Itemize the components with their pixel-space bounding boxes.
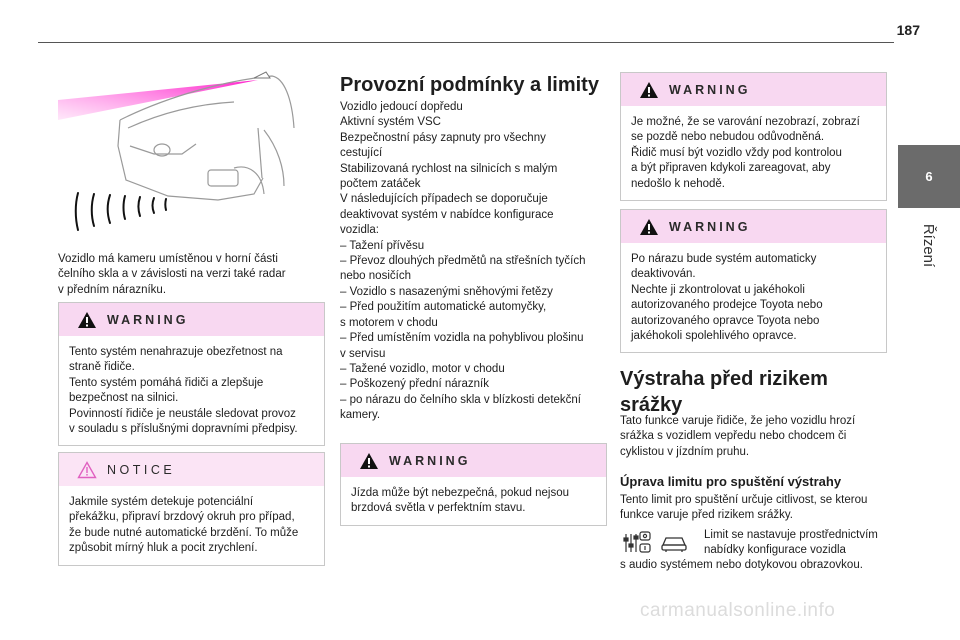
conditions-line: vozidla: — [340, 224, 379, 237]
warning-box — [620, 209, 887, 353]
notice-line: překážku, připraví brzdový okruh pro případ, — [69, 511, 295, 524]
conditions-line: – Před použitím automatické automyčky, — [340, 301, 547, 314]
camera-icon — [254, 72, 270, 78]
conditions-line: – po nárazu do čelního skla v blízkosti detekční — [340, 393, 582, 406]
header-rule — [38, 42, 894, 43]
caption-line: v předním nárazníku. — [58, 283, 167, 296]
warning-line: Nechte ji zkontrolovat u jakéhokoli — [631, 283, 805, 296]
intro-line: srážka s vozidlem vepředu nebo chodcem či — [620, 430, 847, 443]
warning-line: Řidič musí být vozidlo vždy pod kontrolou — [631, 146, 842, 159]
radar-waves — [76, 193, 166, 230]
watermark: carmanualsonline.info — [640, 600, 836, 621]
collision-heading-line: srážky — [620, 394, 683, 416]
warning-line: deaktivován. — [631, 268, 696, 281]
intro-line: Tato funkce varuje řidiče, že jeho vozidlu hrozí — [620, 415, 856, 427]
threshold-subheading: Úprava limitu pro spuštění výstrahy — [620, 474, 842, 489]
warning-body — [59, 336, 324, 445]
vehicle-camera-radar-illustration — [58, 68, 323, 240]
operating-conditions — [340, 100, 605, 424]
warning-line: Je možné, že se varování nezobrazí, zobrazí — [631, 116, 860, 128]
conditions-line: V následujících případech se doporučuje — [340, 193, 548, 206]
page-number: 187 — [896, 22, 920, 38]
threshold-intro — [620, 493, 885, 524]
warning-line: nedošlo k nehodě. — [631, 177, 725, 190]
instruction-line: nabídky konfigurace vozidla — [704, 544, 846, 557]
conditions-line: nebo nosičích — [340, 270, 411, 283]
collision-intro — [620, 414, 885, 460]
notice-line: způsobit mírný hluk a pocit zrychlení. — [69, 542, 258, 555]
warning-body — [621, 243, 886, 352]
collision-heading — [620, 366, 885, 418]
conditions-line: Stabilizovaná rychlost na silnicích s malým — [340, 162, 558, 175]
warning-triangle-icon — [359, 452, 379, 470]
chapter-title — [912, 215, 946, 275]
warning-line: autorizovaného opravce Toyota nebo — [631, 314, 820, 327]
instruction-line: Limit se nastavuje prostřednictvím — [704, 529, 878, 541]
conditions-line: Aktivní systém VSC — [340, 116, 441, 129]
warning-line: Povinností řidiče je neustále sledovat provoz — [69, 407, 296, 420]
warning-body — [341, 477, 606, 525]
warning-line: brzdová světla v perfektním stavu. — [351, 502, 526, 515]
collision-heading-line: Výstraha před rizikem — [620, 368, 828, 390]
threshold-line: funkce varuje před rizikem srážky. — [620, 509, 793, 522]
warning-line: jakéhokoli spolehlivého opravce. — [631, 330, 797, 343]
warning-line: bezpečnost na silnici. — [69, 392, 179, 405]
conditions-line: počtem zatáček — [340, 178, 421, 191]
camera-beam — [58, 80, 258, 120]
warning-box — [340, 443, 607, 526]
warning-title: WARNING — [389, 453, 471, 468]
conditions-line: – Převoz dlouhých předmětů na střešních tyčích — [340, 255, 586, 268]
conditions-line: Vozidlo jedoucí dopředu — [340, 101, 463, 113]
chapter-tab[interactable]: 6 — [898, 145, 960, 208]
camera-caption — [58, 252, 323, 298]
caption-line: Vozidlo má kameru umístěnou v horní části — [58, 253, 278, 265]
notice-header — [59, 453, 324, 486]
section-heading: Provozní podmínky a limity — [340, 74, 599, 96]
icon-instruction — [704, 528, 894, 559]
notice-body — [59, 486, 324, 565]
warning-line: se pozdě nebo nebudou odůvodněná. — [631, 131, 825, 144]
warning-title: WARNING — [669, 82, 751, 97]
warning-line: Tento systém pomáhá řidiči a zlepšuje — [69, 376, 264, 389]
intro-line: cyklistou v jízdním pruhu. — [620, 445, 750, 458]
conditions-line: – Vozidlo s nasazenými sněhovými řetězy — [340, 285, 553, 298]
warning-line: Tento systém nenahrazuje obezřetnost na — [69, 346, 283, 358]
warning-line: autorizovaného prodejce Toyota nebo — [631, 299, 823, 312]
notice-title: NOTICE — [107, 462, 176, 477]
settings-menu-icon — [622, 530, 652, 556]
chapter-title-text: Řízení — [920, 223, 938, 267]
conditions-line: – Před umístěním vozidla na pohyblivou plošinu — [340, 332, 584, 345]
notice-triangle-icon — [77, 461, 97, 479]
conditions-line: cestující — [340, 147, 383, 160]
caption-line: čelního skla a v závislosti na verzi také radar — [58, 268, 286, 281]
notice-box — [58, 452, 325, 566]
car-icon — [660, 533, 688, 553]
notice-line: že bude nutné automatické brzdění. To může — [69, 526, 299, 539]
conditions-line: – Tažení přívěsu — [340, 239, 425, 252]
conditions-line: Bezpečnostní pásy zapnuty pro všechny — [340, 131, 546, 144]
warning-body — [621, 106, 886, 200]
conditions-line: – Tažené vozidlo, motor v chodu — [340, 362, 505, 375]
warning-line: Jízda může být nebezpečná, pokud nejsou — [351, 487, 570, 499]
warning-header — [341, 444, 606, 477]
threshold-line: Tento limit pro spuštění určuje citlivost, se kterou — [620, 494, 868, 506]
warning-line: Po nárazu bude systém automaticky — [631, 253, 817, 265]
warning-header — [621, 210, 886, 243]
notice-line: Jakmile systém detekuje potenciální — [69, 496, 254, 508]
warning-line: a být připraven kdykoli zareagovat, aby — [631, 162, 831, 175]
conditions-line: deaktivovat systém v nabídce konfigurace — [340, 208, 554, 221]
warning-triangle-icon — [639, 81, 659, 99]
warning-line: v souladu s příslušnými dopravními předpisy. — [69, 423, 298, 436]
warning-header — [621, 73, 886, 106]
conditions-line: – Poškozený přední nárazník — [340, 378, 489, 391]
warning-header — [59, 303, 324, 336]
conditions-line: kamery. — [340, 409, 381, 422]
conditions-line: v servisu — [340, 347, 386, 360]
warning-triangle-icon — [77, 311, 97, 329]
warning-box — [620, 72, 887, 201]
conditions-line: s motorem v chodu — [340, 316, 438, 329]
warning-line: straně řidiče. — [69, 361, 135, 374]
warning-triangle-icon — [639, 218, 659, 236]
warning-box — [58, 302, 325, 446]
warning-title: WARNING — [669, 219, 751, 234]
instruction-last-line: s audio systémem nebo dotykovou obrazovkou. — [620, 559, 863, 571]
warning-title: WARNING — [107, 312, 189, 327]
